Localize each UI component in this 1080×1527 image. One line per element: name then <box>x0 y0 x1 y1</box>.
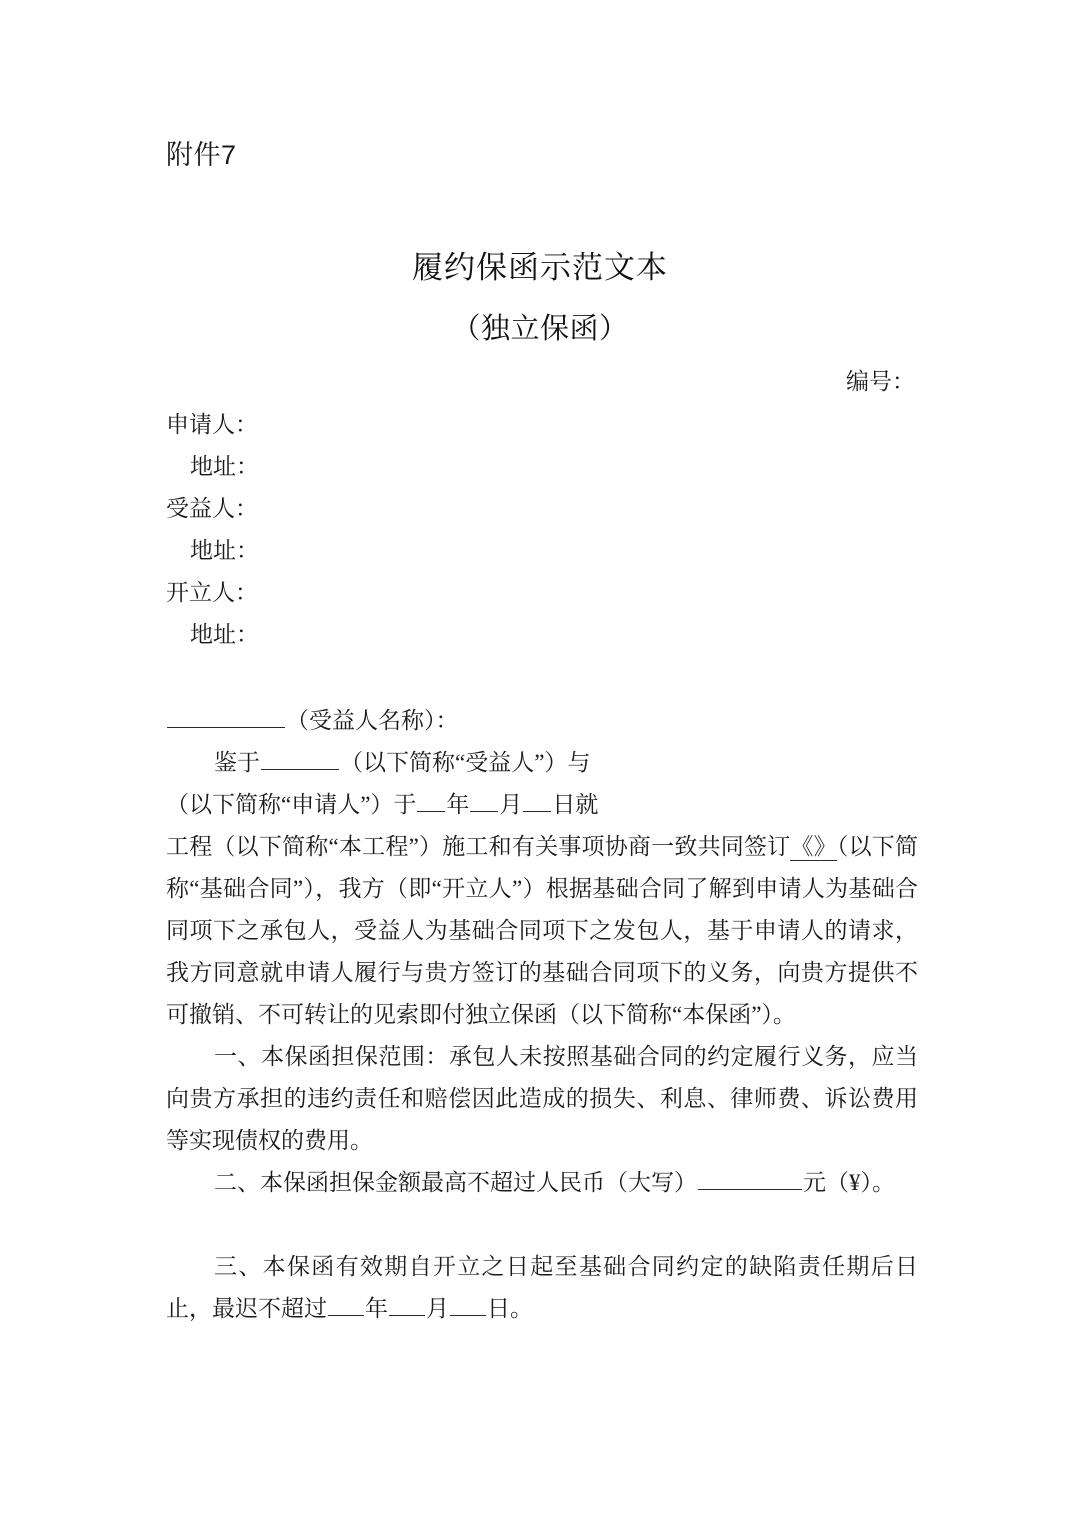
field-issuer-address-label: 地址： <box>190 622 259 647</box>
page-subtitle: （独立保函） <box>451 313 629 345</box>
expiry-month-unit: 月 <box>426 1296 449 1321</box>
attachment-label: 附件7 <box>166 140 237 170</box>
page-title: 履约保函示范文本 <box>412 250 668 285</box>
sign-year-unit: 年 <box>446 792 470 817</box>
clause-2-prefix: 本保函担保金额最高不超过人民币（大写） <box>260 1170 697 1195</box>
contract-name-close-bracket[interactable]: 》 <box>813 834 837 859</box>
sign-day-blank[interactable] <box>523 787 551 812</box>
salutation-line <box>166 700 918 742</box>
serial-number-label: 编号： <box>846 369 915 394</box>
expiry-year-unit: 年 <box>365 1296 388 1321</box>
sign-month-blank[interactable] <box>470 787 498 812</box>
recital-after-blank: （以下简称“受益人”）与 <box>340 750 591 775</box>
clause-2 <box>166 1162 918 1204</box>
applicant-alias-text: （以下简称“申请人”）于 <box>166 792 417 817</box>
clause-2-suffix: ）。 <box>860 1170 895 1195</box>
beneficiary-blank[interactable] <box>261 745 339 770</box>
field-beneficiary-address <box>166 530 926 572</box>
project-clause-text: 工程（以下简称“本工程”）施工和有关事项协商一致共同签订 <box>166 834 791 859</box>
field-beneficiary-address-label: 地址： <box>190 538 259 563</box>
sign-day-unit: 日 <box>552 792 576 817</box>
clause-1-number: 一、 <box>214 1044 261 1069</box>
clause-3 <box>166 1246 918 1330</box>
expiry-day-unit: 日 <box>487 1296 510 1321</box>
sign-year-blank[interactable] <box>417 787 445 812</box>
field-applicant-address <box>166 446 926 488</box>
beneficiary-name-blank[interactable] <box>167 703 285 728</box>
field-issuer-address <box>166 614 926 656</box>
field-applicant-label: 申请人： <box>166 412 258 437</box>
contract-name-open-bracket[interactable]: 《 <box>790 834 814 859</box>
expiry-month-blank[interactable] <box>389 1291 425 1316</box>
clause-3-suffix: 。 <box>510 1296 533 1321</box>
recital-line-1 <box>166 742 918 784</box>
clause-1 <box>166 1036 918 1162</box>
guarantee-amount-words-blank[interactable] <box>698 1165 802 1190</box>
salutation-suffix: （受益人名称）： <box>286 708 459 733</box>
expiry-year-blank[interactable] <box>328 1291 364 1316</box>
recital-line-2 <box>166 784 918 826</box>
field-beneficiary-label: 受益人： <box>166 496 258 521</box>
recital-lead: 鉴于 <box>214 750 260 775</box>
field-applicant-address-label: 地址： <box>190 454 259 479</box>
clause-spacer <box>166 1204 918 1246</box>
party-fields <box>166 404 926 656</box>
clause-1-text: 本保函担保范围：承包人未按照基础合同的约定履行义务，应当向贵方承担的违约责任和赔偿因此造成的损失、利息、律师费、诉讼费用等实现债权的费用。 <box>166 1044 919 1153</box>
field-beneficiary <box>166 488 926 530</box>
clause-2-middle: 元（¥ <box>803 1170 861 1195</box>
recital-body-text: （以下简称“基础合同”），我方（即“开立人”）根据基础合同了解到申请人为基础合同项下之承包人，受益人为基础合同项下之发包人，基于申请人的请求，我方同意就申请人履行与贵方签订的基础合同项下的义务，向贵方提供不可撤销、不可转让的见索即付独立保函（以下简称“本保函”）。 <box>166 834 919 1027</box>
clause-3-number: 三、 <box>214 1254 263 1279</box>
clause-3-prefix: 本保函有效期自开立之日起至基础合同约定的缺陷责任期后日止，最迟不超过 <box>166 1254 919 1321</box>
sign-month-unit: 月 <box>499 792 523 817</box>
field-issuer-label: 开立人： <box>166 580 258 605</box>
clause-2-number: 二、 <box>214 1170 260 1195</box>
recital-line-3 <box>166 826 918 1036</box>
field-applicant <box>166 404 926 446</box>
field-issuer <box>166 572 926 614</box>
document-body <box>166 700 918 1330</box>
expiry-day-blank[interactable] <box>450 1291 486 1316</box>
recital-after-date: 就 <box>575 792 599 817</box>
